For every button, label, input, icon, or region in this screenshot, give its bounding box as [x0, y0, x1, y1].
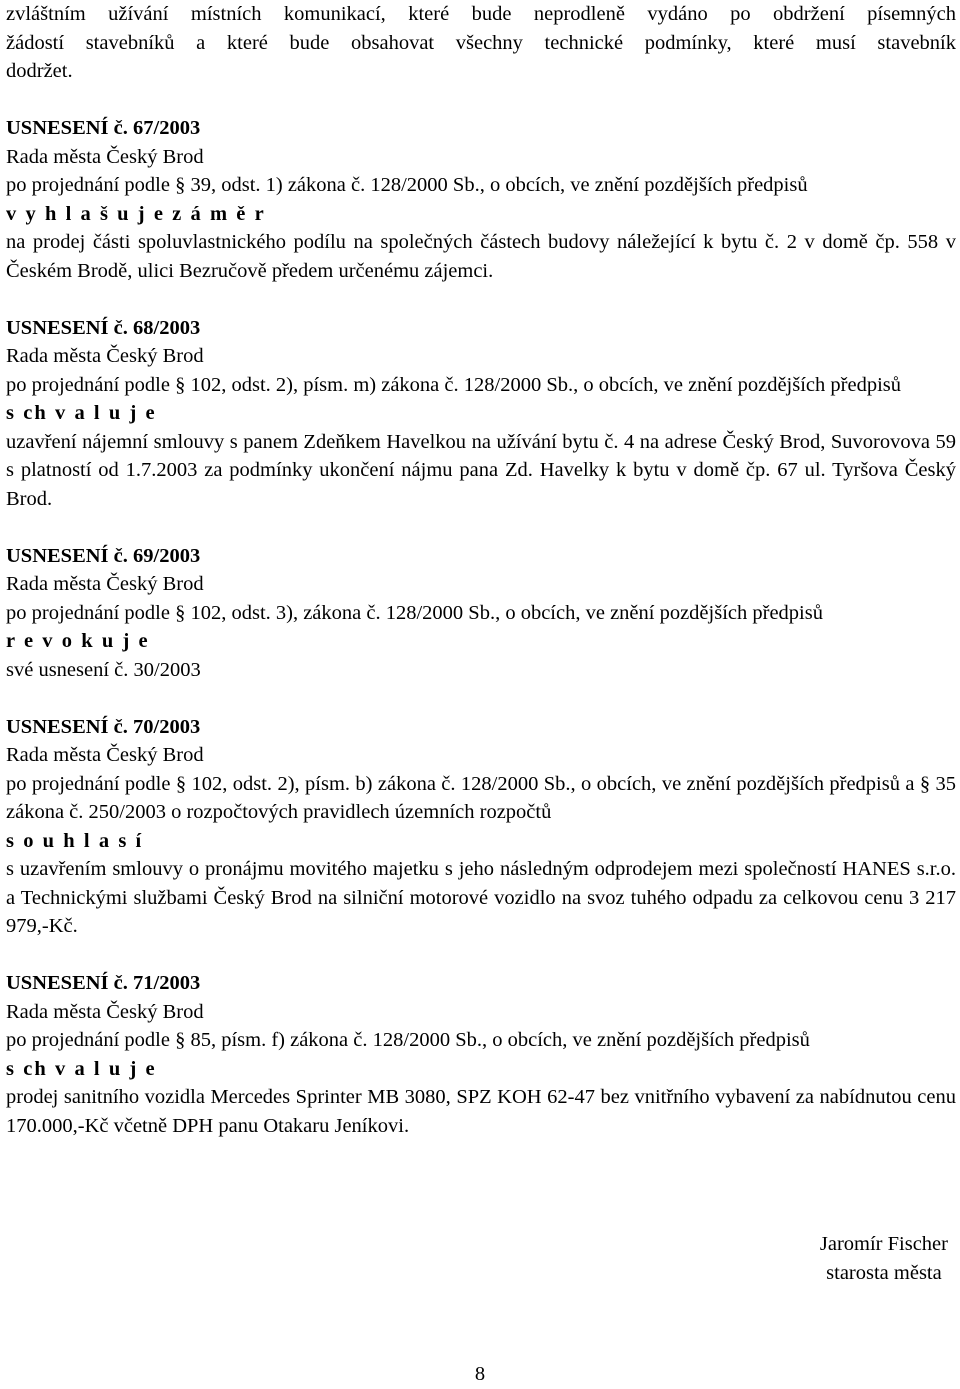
- signatory-name: Jaromír Fischer: [819, 1233, 948, 1255]
- resolution-text: uzavření nájemní smlouvy s panem Zdeňkem Havelkou na užívání bytu č. 4 na adrese Český Brod, Suvorovova 59 s platností od 1.7.2003 za podmínky ukončení nájmu pana Zd. Havelky k bytu v domě čp. 67 ul. Tyršova Český Brod.: [6, 430, 956, 510]
- document-page: [6, 0, 956, 1140]
- intro-paragraph: [6, 0, 956, 86]
- intro-line: zvláštním užívání místních komunikací, které bude neprodleně vydáno po obdržení písemných: [6, 3, 956, 25]
- resolution-council: Rada města Český Brod: [6, 145, 204, 168]
- resolution-council: Rada města Český Brod: [6, 1000, 204, 1023]
- intro-line: žádostí stavebníků a které bude obsahovat všechny technické podmínky, které musí stavebník: [6, 31, 956, 54]
- resolution-title: USNESENÍ č. 69/2003: [6, 544, 201, 567]
- resolution-basis: po projednání podle § 39, odst. 1) zákona č. 128/2000 Sb., o obcích, ve znění pozdějších předpisů: [6, 174, 808, 196]
- resolution-basis: po projednání podle § 102, odst. 2), písm. m) zákona č. 128/2000 Sb., o obcích, ve znění pozdějších předpisů: [6, 373, 901, 396]
- intro-line: dodržet.: [6, 60, 73, 82]
- resolution-council: Rada města Český Brod: [6, 345, 204, 367]
- resolution-text: prodej sanitního vozidla Mercedes Sprinter MB 3080, SPZ KOH 62-47 bez vnitřního vybavení za nabídnutou cenu 170.000,-Kč včetně DPH panu Otakaru Jeníkovi.: [6, 1086, 956, 1137]
- resolution-basis: po projednání podle § 102, odst. 3), zákona č. 128/2000 Sb., o obcích, ve znění pozdějších předpisů: [6, 601, 823, 624]
- resolution-title: USNESENÍ č. 67/2003: [6, 117, 201, 139]
- resolution-title: USNESENÍ č. 68/2003: [6, 316, 201, 339]
- resolution-council: Rada města Český Brod: [6, 744, 204, 766]
- resolution-68: [6, 314, 956, 514]
- resolution-basis: po projednání podle § 85, písm. f) zákona č. 128/2000 Sb., o obcích, ve znění pozdějších předpisů: [6, 1029, 810, 1051]
- resolution-verb: r e v o k u j e: [6, 630, 150, 652]
- resolution-verb: s o u h l a s í: [6, 829, 144, 852]
- resolution-verb: s ch v a l u j e: [6, 402, 157, 424]
- signature-block: [820, 1230, 948, 1287]
- resolution-67: [6, 114, 956, 285]
- page-number: 8: [474, 1363, 486, 1385]
- resolution-verb: s ch v a l u j e: [6, 1057, 157, 1080]
- resolution-69: [6, 542, 956, 685]
- resolution-title: USNESENÍ č. 70/2003: [6, 715, 201, 738]
- resolution-text: s uzavřením smlouvy o pronájmu movitého majetku s jeho následným odprodejem mezi společností HANES s.r.o. a Technickými službami Český Brod na silniční motorové vozidlo na svoz tuhého odpadu za celkovou cenu 3 217 979,-Kč.: [6, 858, 956, 937]
- resolution-council: Rada města Český Brod: [6, 573, 204, 595]
- resolution-70: [6, 713, 956, 941]
- resolution-text: na prodej části spoluvlastnického podílu na společných částech budovy náležející k bytu č. 2 v domě čp. 558 v Českém Brodě, ulici Bezručově předem určenému zájemci.: [6, 231, 956, 282]
- signatory-role: starosta města: [826, 1261, 942, 1284]
- resolution-71: [6, 969, 956, 1140]
- resolution-verb: v y h l a š u j e z á m ě r: [6, 202, 266, 225]
- resolution-basis: po projednání podle § 102, odst. 2), písm. b) zákona č. 128/2000 Sb., o obcích, ve znění pozdějších předpisů a § 35 zákona č. 250/2003 o rozpočtových pravidlech územních rozpočtů: [6, 772, 956, 823]
- resolution-text: své usnesení č. 30/2003: [6, 658, 201, 681]
- resolution-title: USNESENÍ č. 71/2003: [6, 972, 201, 994]
